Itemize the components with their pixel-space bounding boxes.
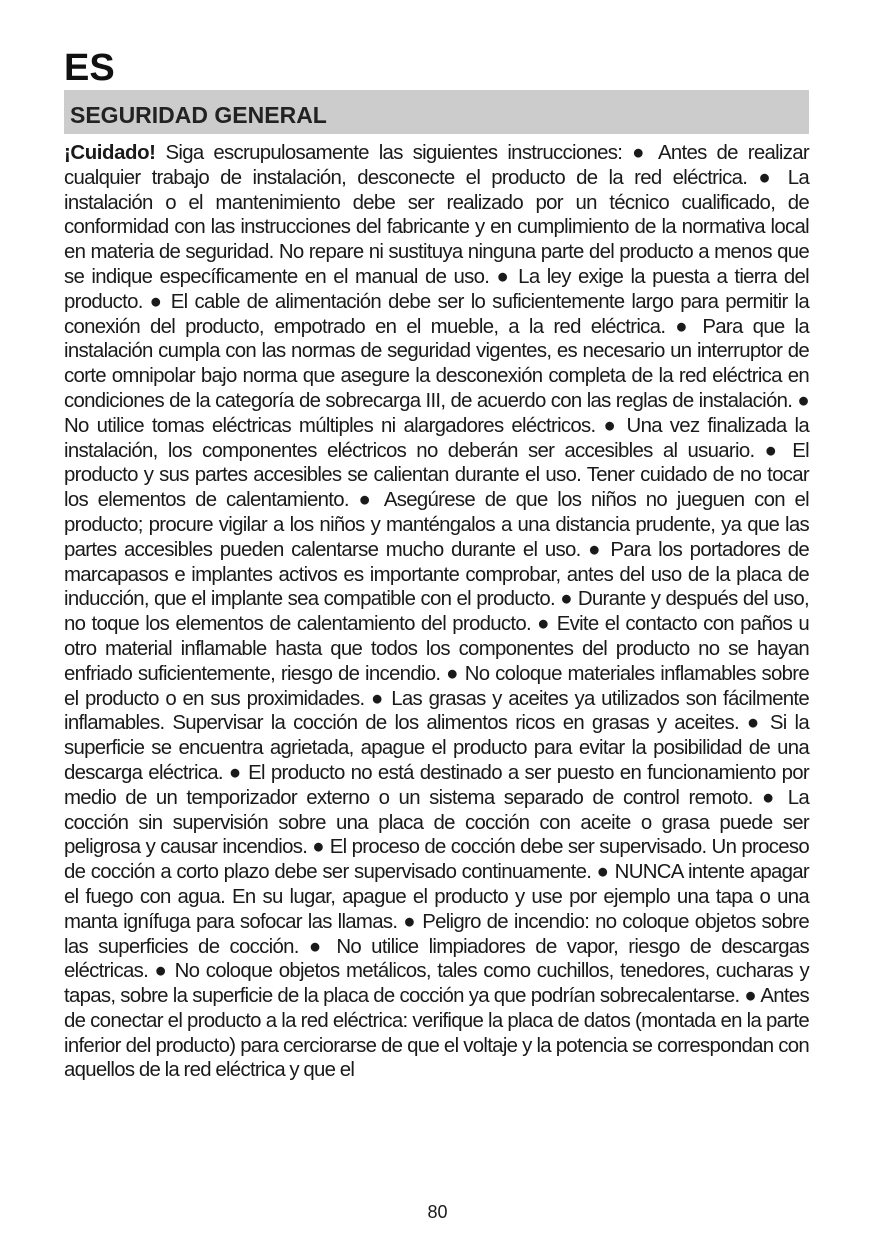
safety-instructions-text: Siga escrupulosamente las siguientes instrucciones: ● Antes de realizar cualquier trabajo de instalación, desconecte el producto de la red eléctrica. ● La instalación o el mantenimiento debe ser realizado por un técnico cualificado, de conformidad con las instrucciones del fabricante y en cumplimiento de la normativa local en materia de seguridad. No repare ni sustituya ninguna parte del producto a menos que se indique específicamente en el manual de uso. ● La ley exige la puesta a tierra del producto. ● El cable de alimentación debe ser lo suficientemente largo para permitir la conexión del producto, empotrado en el mueble, a la red eléctrica. ● Para que la instalación cumpla con las normas de seguridad vigentes, es necesario un interruptor de corte omnipolar bajo norma que asegure la desconexión completa de la red eléctrica en condiciones de la categoría de sobrecarga III, de acuerdo con las reglas de instalación. ● No utilice tomas eléctricas múltiples ni alargadores eléctricos. ● Una vez finalizada la instalación, los componentes eléctricos no deberán ser accesibles al usuario. ● El producto y sus partes accesibles se calientan durante el uso. Tener cuidado de no tocar los elementos de calentamiento. ● Asegúrese de que los niños no jueguen con el producto; procure vigilar a los niños y manténgalos a una distancia prudente, ya que las partes accesibles pueden calentarse mucho durante el uso. ● Para los portadores de marcapasos e implantes activos es importante comprobar, antes del uso de la placa de inducción, que el implante sea compatible con el producto. ● Durante y después del uso, no toque los elementos de calentamiento del producto. ● Evite el contacto con paños u otro material inflamable hasta que todos los componentes del producto no se hayan enfriado suficientemente, riesgo de incendio. ● No coloque materiales inflamables sobre el producto o en sus proximidades. ● Las grasas y aceites ya utilizados son fácilmente inflamables. Supervisar la cocción de los alimentos ricos en grasas y aceites. ● Si la superficie se encuentra agrietada, apague el producto para evitar la posibilidad de una descarga eléctrica. ● El producto no está destinado a ser puesto en funcionamiento por medio de un temporizador externo o un sistema separado de control remoto. ● La cocción sin supervisión sobre una placa de cocción con aceite o grasa puede ser peligrosa y causar incendios. ● El proceso de cocción debe ser supervisado. Un proceso de cocción a corto plazo debe ser supervisado continuamente. ● NUNCA intente apagar el fuego con agua. En su lugar, apague el producto y use por ejemplo una tapa o una manta ignífuga para sofocar las llamas. ● Peligro de incendio: no coloque objetos sobre las superficies de cocción. ● No utilice limpiadores de vapor, riesgo de descargas eléctricas. ● No coloque objetos metálicos, tales como cuchillos, tenedores, cucharas y tapas, sobre la superficie de la placa de cocción ya que podrían sobrecalentarse. ● Antes de conectar el producto a la red eléctrica: verifique la placa de datos (montada en la parte inferior del producto) para cerciorarse de que el voltaje y la potencia se correspondan con aquellos de la red eléctrica y que el bbox=[64, 142, 809, 1082]
language-code: ES bbox=[64, 47, 115, 89]
page-number: 80 bbox=[427, 1202, 448, 1222]
safety-instructions-paragraph bbox=[64, 141, 809, 1083]
section-title: SEGURIDAD GENERAL bbox=[70, 102, 327, 128]
warning-lead: ¡Cuidado! bbox=[64, 142, 156, 164]
section-header-bar bbox=[64, 90, 809, 134]
